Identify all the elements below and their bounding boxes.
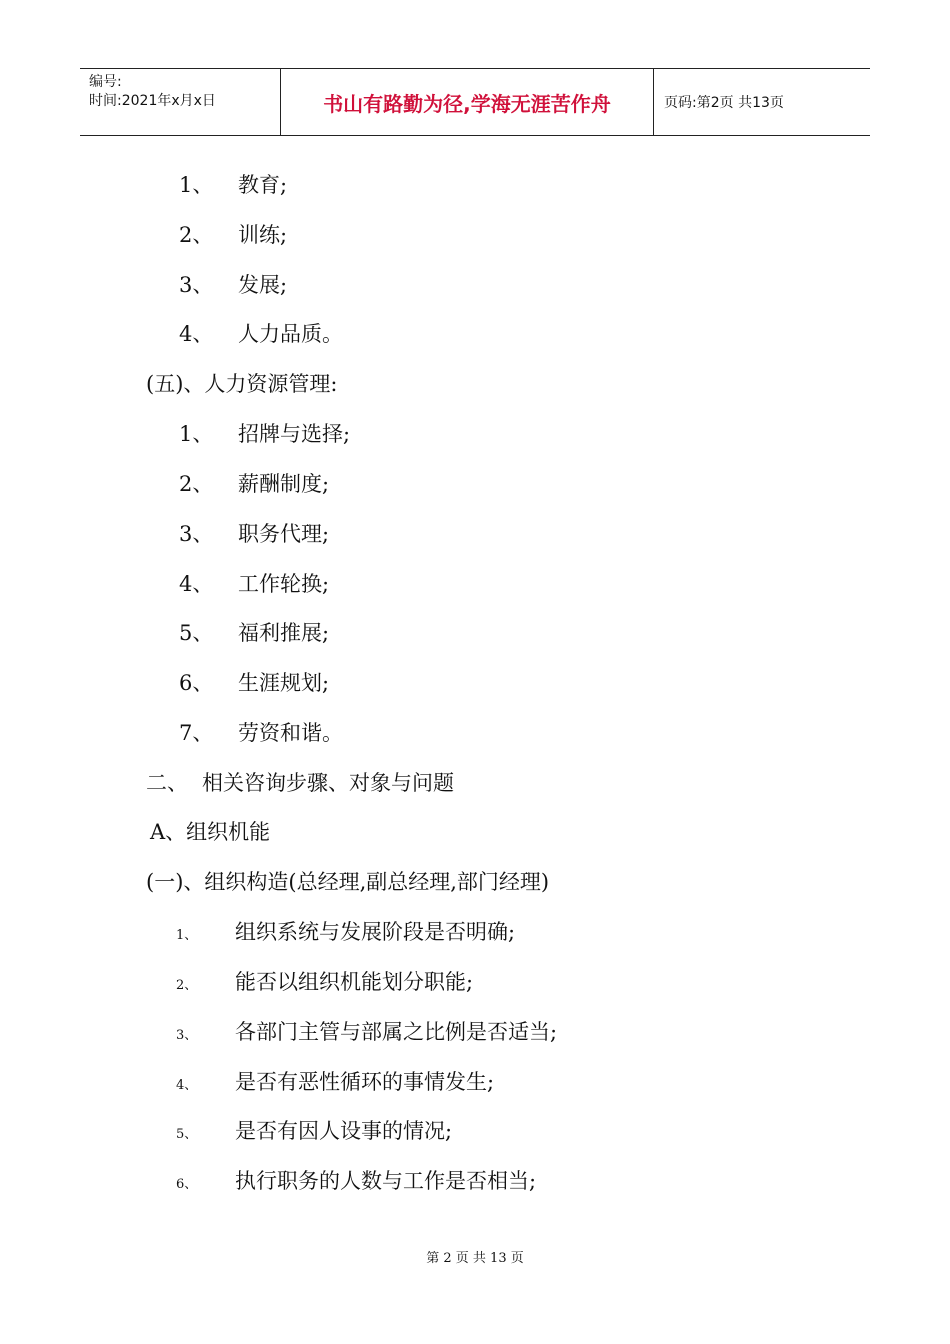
list-item [179,272,287,298]
list-item [179,720,343,746]
heading-text: (一)、组织构造(总经理,副总经理,部门经理) [146,870,550,894]
item-number: 4、 [179,572,214,596]
item-number: 5、 [176,1127,198,1142]
item-number: 1、 [176,928,198,943]
list-item [179,620,329,646]
chapter-number: 二、 [146,771,188,795]
section-heading [150,819,270,845]
list-item [176,919,515,949]
list-item [179,222,287,248]
item-text: 各部门主管与部属之比例是否适当; [235,1020,558,1044]
list-item [176,1118,452,1148]
list-item [179,421,350,447]
item-text: 训练; [238,223,288,247]
item-number: 2、 [179,472,214,496]
page-footer: 第 2 页 共 13 页 [426,1251,524,1266]
item-number: 2、 [176,978,198,993]
header-page-info: 页码:第2页 共13页 [664,95,784,111]
number-label: 编号: [89,74,122,90]
item-text: 生涯规划; [238,671,330,695]
list-item [176,1019,557,1049]
item-text: 劳资和谐。 [238,721,343,745]
page-header [80,68,870,136]
item-number: 6、 [176,1177,198,1192]
header-motto: 书山有路勤为径,学海无涯苦作舟 [281,69,654,135]
list-item [176,1069,494,1099]
item-number: 1、 [179,173,214,197]
heading-text: A、组织机能 [150,820,271,844]
item-number: 2、 [179,223,214,247]
item-text: 是否有因人设事的情况; [235,1119,453,1143]
list-item [179,471,329,497]
list-item [179,172,287,198]
item-number: 1、 [179,422,214,446]
item-text: 教育; [238,173,288,197]
time-label: 时间:2021年x月x日 [89,93,216,109]
chapter-text: 相关咨询步骤、对象与问题 [202,771,454,795]
item-number: 3、 [176,1028,198,1043]
item-number: 4、 [179,322,214,346]
heading-text: (五)、人力资源管理: [146,372,338,396]
item-text: 职务代理; [238,522,330,546]
list-item [179,670,329,696]
list-item [179,521,329,547]
item-number: 3、 [179,522,214,546]
item-text: 工作轮换; [238,572,330,596]
item-text: 是否有恶性循环的事情发生; [235,1070,495,1094]
item-text: 组织系统与发展阶段是否明确; [235,920,516,944]
subsection-heading [146,869,549,895]
item-text: 发展; [238,273,288,297]
item-number: 7、 [179,721,214,745]
item-number: 3、 [179,273,214,297]
list-item [176,1168,536,1198]
item-text: 能否以组织机能划分职能; [235,970,474,994]
item-text: 执行职务的人数与工作是否相当; [235,1169,537,1193]
section-heading [146,371,337,397]
item-number: 5、 [179,621,214,645]
header-meta [80,69,281,135]
item-text: 招牌与选择; [238,422,351,446]
list-item [179,321,343,347]
chapter-heading [146,770,454,796]
item-text: 人力品质。 [238,322,343,346]
item-number: 4、 [176,1078,198,1093]
list-item [176,969,473,999]
item-text: 薪酬制度; [238,472,330,496]
item-number: 6、 [179,671,214,695]
list-item [179,571,329,597]
item-text: 福利推展; [238,621,330,645]
